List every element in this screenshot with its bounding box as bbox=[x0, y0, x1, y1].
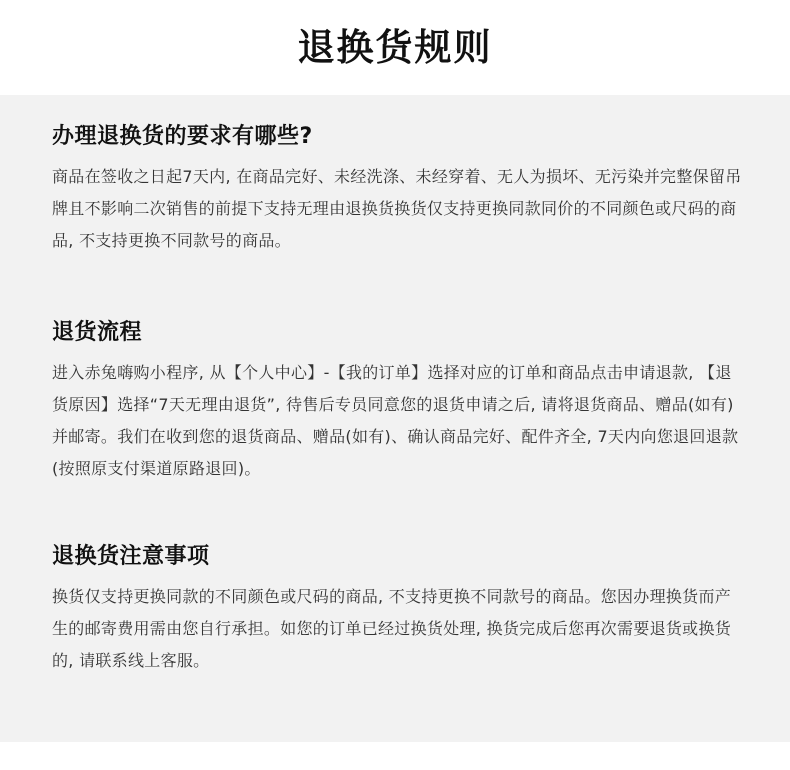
section-body: 换货仅支持更换同款的不同颜色或尺码的商品, 不支持更换不同款号的商品。您因办理换货而产生的邮寄费用需由您自行承担。如您的订单已经过换货处理, 换货完成后您再次需要退货或换货的, 请联系线上客服。 bbox=[52, 587, 732, 670]
page-footer-space bbox=[0, 742, 790, 770]
page-header bbox=[0, 0, 790, 95]
section-heading: 退换货注意事项 bbox=[52, 544, 210, 569]
page-title: 退换货规则 bbox=[297, 26, 493, 69]
section-return-process bbox=[52, 317, 742, 485]
section-heading: 退货流程 bbox=[52, 320, 143, 345]
section-notes bbox=[52, 541, 742, 677]
section-heading: 办理退换货的要求有哪些? bbox=[52, 124, 313, 149]
section-body: 进入赤兔嗨购小程序, 从【个人中心】-【我的订单】选择对应的订单和商品点击申请退款, 【退货原因】选择“7天无理由退货”, 待售后专员同意您的退货申请之后, 请将退货商品、赠品(如有)并邮寄。我们在收到您的退货商品、赠品(如有)、确认商品完好、配件齐全, 7天内向您退回退款(按照原支付渠道原路退回)。 bbox=[52, 363, 739, 478]
section-requirements bbox=[52, 121, 742, 257]
rules-content bbox=[0, 95, 790, 742]
section-body: 商品在签收之日起7天内, 在商品完好、未经洗涤、未经穿着、无人为损坏、无污染并完整保留吊牌且不影响二次销售的前提下支持无理由退换货换货仅支持更换同款同价的不同颜色或尺码的商品, 不支持更换不同款号的商品。 bbox=[52, 167, 742, 250]
